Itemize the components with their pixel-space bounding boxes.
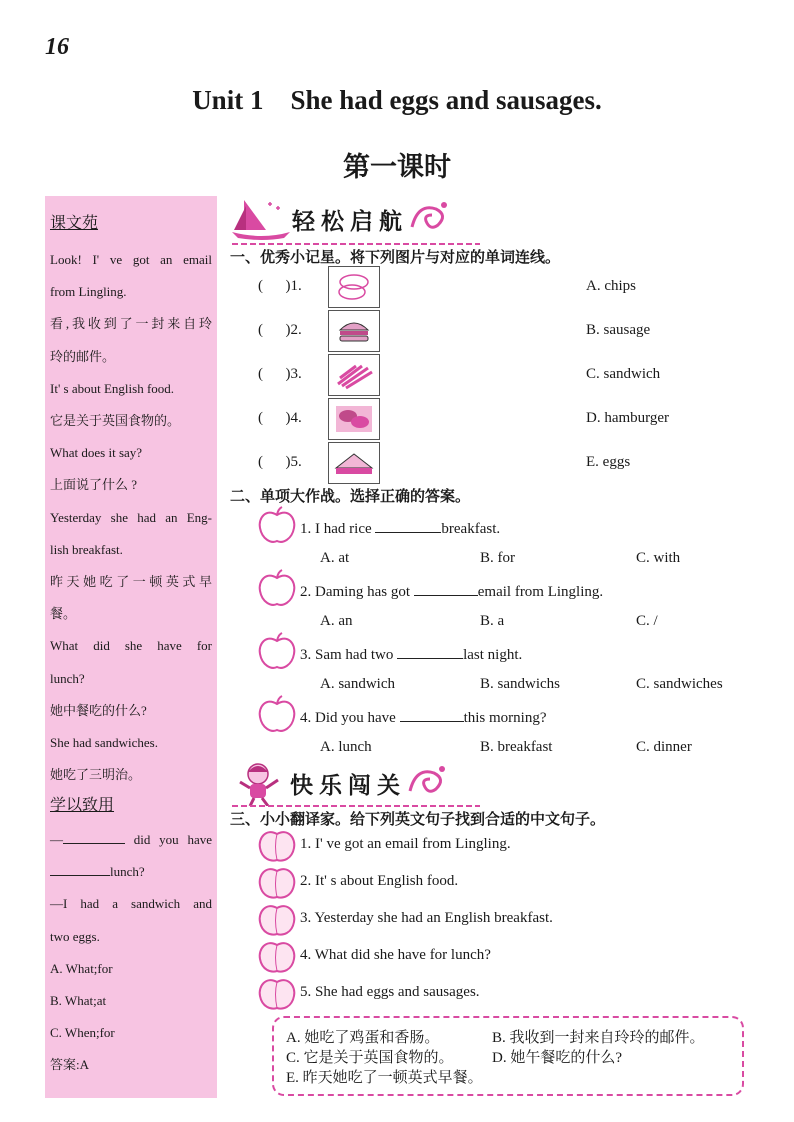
apple-icon — [256, 632, 298, 672]
question-item — [256, 506, 756, 569]
choice-option[interactable]: C. sandwiches — [636, 676, 723, 692]
answer-blank[interactable] — [397, 644, 463, 659]
chinese-options-box — [272, 1016, 744, 1096]
hamburger-icon — [328, 310, 380, 352]
word-option: C. sandwich — [586, 366, 661, 382]
question-post: email from Lingling. — [477, 584, 604, 600]
choice-option[interactable]: B. sandwichs — [480, 676, 560, 692]
choice-option[interactable]: A. lunch — [320, 739, 372, 755]
question-post: breakfast. — [441, 521, 501, 537]
sidebar-line: 她吃了三明治。 — [50, 767, 142, 783]
question-item — [256, 695, 756, 758]
sidebar-line: 玲的邮件。 — [50, 348, 116, 364]
question-text — [300, 581, 603, 601]
question-item — [256, 632, 756, 695]
chinese-option: D. 她午餐吃的什么? — [492, 1050, 622, 1066]
question-post: this morning? — [463, 710, 547, 726]
exercise-choice: B. What;at — [50, 993, 107, 1009]
section3-heading: 三、小小翻译家。给下列英文句子找到合适的中文句子。 — [230, 812, 606, 828]
page-number: 16 — [45, 34, 69, 60]
choice-option[interactable]: A. at — [320, 550, 350, 566]
answer-blank[interactable] — [400, 707, 464, 722]
english-sentence: 1. I' ve got an email from Lingling. — [300, 836, 511, 852]
blank[interactable] — [50, 861, 110, 876]
banner-text: 轻松启航 — [292, 207, 408, 235]
chinese-option: C. 它是关于英国食物的。 — [286, 1050, 454, 1066]
sandwich-icon — [328, 442, 380, 484]
chinese-option: E. 昨天她吃了一顿英式早餐。 — [286, 1070, 483, 1086]
sidebar-line: 她中餐吃的什么? — [50, 702, 147, 718]
word-option: B. sausage — [586, 322, 651, 338]
sidebar-panel — [45, 196, 217, 1098]
matching-row — [258, 442, 678, 486]
blank[interactable] — [63, 829, 125, 844]
answer-blank[interactable] — [414, 581, 478, 596]
question-post: last night. — [463, 647, 523, 663]
matching-row — [258, 354, 678, 398]
sidebar-line: She had sandwiches. — [50, 735, 158, 751]
exercise-line: —I had a sandwich and — [50, 896, 212, 912]
peach-icon[interactable] — [256, 974, 298, 1012]
choice-option[interactable]: B. a — [480, 613, 505, 629]
choice-option[interactable]: C. dinner — [636, 739, 692, 755]
sausage-icon — [328, 398, 380, 440]
banner-happy-levels — [232, 760, 482, 806]
sidebar-line: 餐。 — [50, 606, 77, 622]
apple-icon — [256, 506, 298, 546]
apple-icon — [256, 569, 298, 609]
sentence-item — [256, 937, 736, 974]
answer-bracket[interactable]: ( )4. — [258, 410, 302, 426]
peach-icon[interactable] — [256, 863, 298, 901]
sidebar-line: Look! I' ve got an email — [50, 252, 212, 267]
swirl-ornament-icon — [408, 197, 452, 241]
english-sentence: 3. Yesterday she had an English breakfast. — [300, 910, 553, 926]
word-option: D. hamburger — [586, 410, 670, 426]
sidebar-line: 上面说了什么 ? — [50, 477, 138, 493]
answer-bracket[interactable]: ( )5. — [258, 454, 302, 470]
matching-row — [258, 398, 678, 442]
section1-heading: 一、优秀小记星。将下列图片与对应的单词连线。 — [230, 250, 561, 266]
english-sentence: 4. What did she have for lunch? — [300, 947, 491, 963]
sidebar-line: 它是关于英国食物的。 — [50, 413, 181, 429]
answer-bracket[interactable]: ( )2. — [258, 322, 302, 338]
sidebar-line: lish breakfast. — [50, 541, 123, 557]
sailboat-icon — [232, 196, 292, 242]
eggs-icon — [328, 266, 380, 308]
sidebar-line: lunch? — [50, 670, 85, 686]
choice-option[interactable]: C. with — [636, 550, 681, 566]
question-pre: 4. Did you have — [300, 710, 396, 726]
section2-heading: 二、单项大作战。选择正确的答案。 — [230, 489, 471, 505]
english-sentence: 2. It' s about English food. — [300, 873, 459, 889]
sentence-item — [256, 974, 736, 1011]
sidebar-line: What did she have for — [50, 638, 212, 654]
sidebar-line: 昨天她吃了一顿英式早 — [50, 574, 212, 590]
answer-bracket[interactable]: ( )1. — [258, 278, 302, 294]
sidebar-line: 看,我收到了一封来自玲 — [50, 316, 212, 332]
question-text — [300, 707, 547, 727]
exercise-line — [50, 824, 212, 856]
answer-blank[interactable] — [375, 518, 441, 533]
sidebar-line: It' s about English food. — [50, 380, 175, 396]
word-option: A. chips — [586, 278, 636, 294]
answer-bracket[interactable]: ( )3. — [258, 366, 302, 382]
sidebar-heading-practice: 学以致用 — [50, 797, 115, 814]
matching-row — [258, 310, 678, 354]
choice-option[interactable]: A. an — [320, 613, 353, 629]
lesson-subtitle: 第一课时 — [343, 152, 451, 182]
english-sentence: 5. She had eggs and sausages. — [300, 984, 480, 1000]
exercise-line — [50, 856, 212, 888]
word-option: E. eggs — [586, 454, 631, 470]
banner-easy-start — [232, 196, 482, 242]
peach-icon[interactable] — [256, 937, 298, 975]
question-text — [300, 518, 500, 538]
exercise-line: two eggs. — [50, 928, 100, 944]
exercise-text: lunch? — [110, 864, 145, 880]
kid-mascot-icon — [232, 760, 290, 806]
page-title: Unit 1 She had eggs and sausages. — [192, 85, 602, 115]
choice-option[interactable]: A. sandwich — [320, 676, 395, 692]
chinese-option: B. 我收到一封来自玲玲的邮件。 — [492, 1030, 705, 1046]
apple-icon — [256, 695, 298, 735]
sentence-item — [256, 826, 736, 863]
choice-option[interactable]: C. / — [636, 613, 658, 629]
exercise-choice: A. What;for — [50, 960, 113, 976]
exercise-choice: C. When;for — [50, 1025, 115, 1041]
matching-row — [258, 266, 678, 310]
chips-icon — [328, 354, 380, 396]
question-item — [256, 569, 756, 632]
peach-icon[interactable] — [256, 900, 298, 938]
swirl-ornament-icon — [406, 761, 450, 805]
choice-option[interactable]: B. for — [480, 550, 515, 566]
exercise-answer: 答案:A — [50, 1057, 90, 1073]
question-pre: 2. Daming has got — [300, 584, 410, 600]
exercise-text: did you have — [133, 832, 212, 847]
choice-option[interactable]: B. breakfast — [480, 739, 553, 755]
sentence-item — [256, 900, 736, 937]
dash: — — [50, 832, 63, 847]
question-text — [300, 644, 522, 664]
sidebar-line: Yesterday she had an Eng- — [50, 509, 212, 525]
banner-text: 快乐闯关 — [290, 771, 406, 799]
sidebar-line: from Lingling. — [50, 284, 127, 300]
sentence-item — [256, 863, 736, 900]
peach-icon[interactable] — [256, 826, 298, 864]
question-pre: 1. I had rice — [300, 521, 372, 537]
sidebar-heading-text: 课文苑 — [50, 215, 99, 232]
sidebar-line: What does it say? — [50, 445, 143, 461]
question-pre: 3. Sam had two — [300, 647, 394, 663]
chinese-option: A. 她吃了鸡蛋和香肠。 — [286, 1030, 440, 1046]
